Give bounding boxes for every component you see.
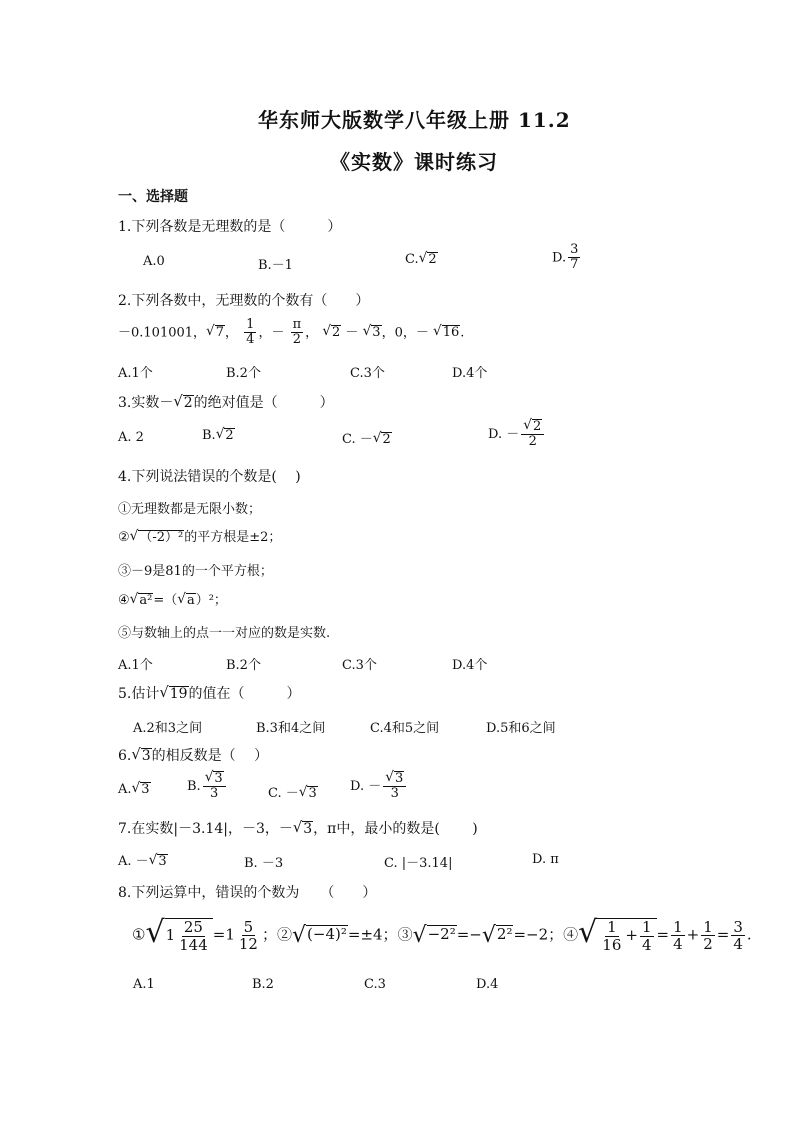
- q5-option-a: A.2和3之间: [133, 721, 203, 736]
- q4-option-a: A.1个: [118, 658, 153, 673]
- q4-statement-2: ② √ （-2）² 的平方根是±2；: [118, 527, 282, 545]
- q4-statement-4: ④ √ a² =（ √ a ）²；: [118, 590, 227, 608]
- q3-option-b: B. √ 2: [202, 426, 234, 444]
- q3-option-d: D. － √ 2 2: [488, 419, 546, 450]
- q2-option-c: C.3个: [350, 366, 385, 381]
- q1-option-a: A.0: [143, 254, 165, 269]
- q4-statement-1: ①无理数都是无限小数；: [118, 502, 262, 517]
- q7-option-c: C. |－3.14|: [384, 856, 453, 871]
- title-line-1: 华东师大版数学八年级上册 11.2: [258, 108, 571, 132]
- q5-option-d: D.5和6之间: [486, 721, 556, 736]
- q7-option-d: D. π: [532, 852, 559, 867]
- q2-stem: 2.下列各数中，无理数的个数有（ ）: [118, 293, 370, 309]
- q4-option-c: C.3个: [342, 658, 377, 673]
- q1-option-d: D. $\frac{3}{7}$: [552, 242, 579, 273]
- q2-option-d: D.4个: [452, 366, 488, 381]
- q7-option-b: B. －3: [244, 856, 284, 871]
- q2-option-b: B.2个: [226, 366, 261, 381]
- q6-option-c: C. － √ 3: [268, 783, 317, 801]
- q3-option-c: C. － √ 2: [342, 429, 391, 447]
- q1-option-c: C. √ 2: [405, 250, 437, 268]
- q7-stem: 7.在实数|－3.14|，－3，－ √ 3 ，π中，最小的数是( ): [118, 818, 478, 837]
- q5-option-b: B.3和4之间: [256, 721, 326, 736]
- q7-option-a: A. － √ 3: [118, 851, 167, 869]
- q4-statement-3: ③－9是81的一个平方根；: [118, 564, 273, 579]
- q1-stem: 1.下列各数是无理数的是（ ）: [118, 219, 342, 235]
- q3-option-a: A. 2: [118, 430, 144, 445]
- q6-option-a: A. √ 3: [118, 780, 150, 798]
- q3-stem: 3.实数－ √ 2 的绝对值是（ ）: [118, 392, 334, 411]
- section-heading: 一、选择题: [118, 189, 188, 205]
- q2-option-a: A.1个: [118, 366, 153, 381]
- q2-number-list: －0.101001， √ 7 ， $\frac{1}{4}$ ，－ $\frac{\pi}{2}$ ， √ 2 － √ 3 ，0，－ √ 16 .: [118, 317, 465, 348]
- q4-stem: 4.下列说法错误的个数是( ): [118, 469, 301, 485]
- q4-option-b: B.2个: [226, 658, 261, 673]
- q8-option-b: B.2: [252, 977, 274, 992]
- q4-option-d: D.4个: [452, 658, 488, 673]
- q8-option-a: A.1: [133, 977, 155, 992]
- q5-stem: 5.估计 √ 19 的值在（ ）: [118, 683, 301, 702]
- q6-option-b: B. √ 3 3: [187, 771, 228, 802]
- title-line-2: 《实数》课时练习: [330, 150, 498, 174]
- q1-option-b: B.－1: [258, 258, 293, 273]
- q4-statement-5: ⑤与数轴上的点一一对应的数是实数.: [118, 626, 331, 641]
- q8-option-d: D.4: [476, 977, 499, 992]
- q6-option-d: D. － √ 3 3: [350, 771, 408, 802]
- q8-option-c: C.3: [364, 977, 386, 992]
- q8-expressions: ① √ 1 $\frac{25}{144}$ =1 $\frac{5}{12}$ ；② √ (−4)² =±4；③ √ −2² =− √ 2² =−2；④ √ $\frac{1}{16}$ + $\frac{1}{4}$ = $\frac{1}{4}$ + $\frac{1}{2}$ = $\frac{3}{4}$ .: [132, 915, 752, 954]
- q8-stem: 8.下列运算中，错误的个数为 （ ）: [118, 885, 377, 901]
- q5-option-c: C.4和5之间: [370, 721, 440, 736]
- q6-stem: 6. √ 3 的相反数是（ ）: [118, 745, 269, 764]
